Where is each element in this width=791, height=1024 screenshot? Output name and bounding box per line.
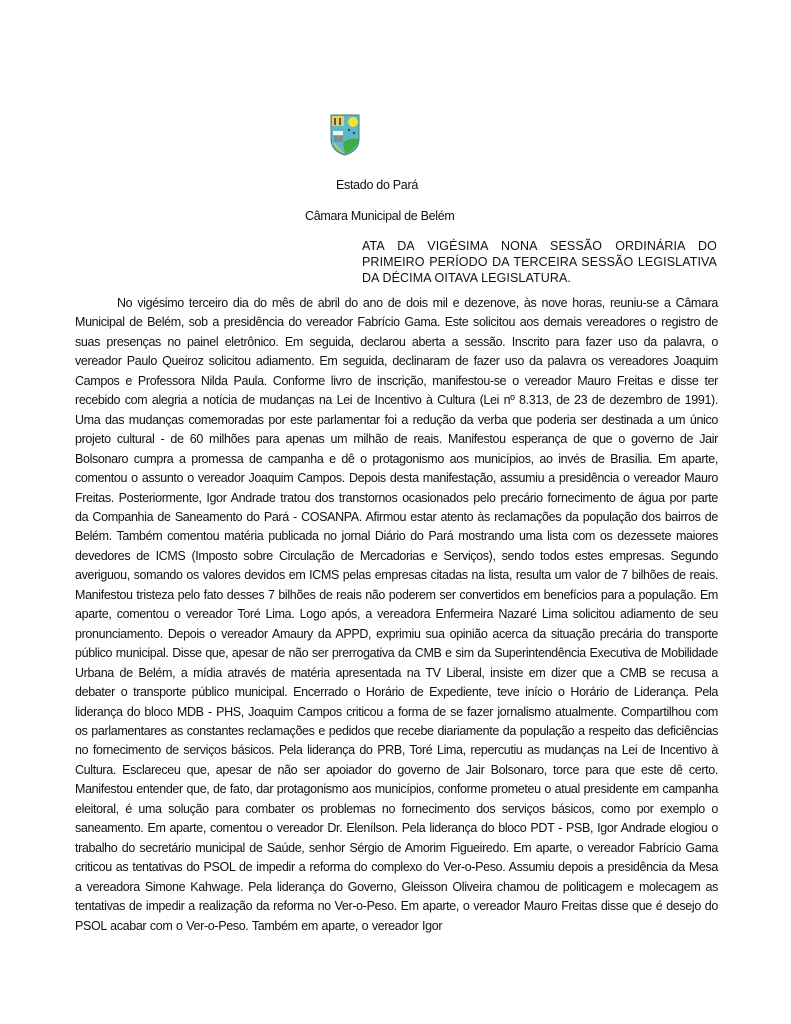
document-title: ATA DA VIGÉSIMA NONA SESSÃO ORDINÁRIA DO PRIMEIRO PERÍODO DA TERCEIRA SESSÃO LEGISLATIVA DA DÉCIMA OITAVA LEGISLATURA. bbox=[362, 239, 717, 285]
state-name: Estado do Pará bbox=[336, 178, 418, 192]
chamber-name: Câmara Municipal de Belém bbox=[305, 209, 455, 223]
document-body bbox=[75, 294, 718, 936]
coat-of-arms-icon bbox=[329, 113, 361, 157]
body-paragraph: No vigésimo terceiro dia do mês de abril do ano de dois mil e dezenove, às nove horas, reuniu-se a Câmara Municipal de Belém, sob a presidência do vereador Fabrício Gama. Este solicitou aos demais vereadores o registro de suas presenças no painel eletrônico. Em seguida, declarou aberta a sessão. Inscrito para fazer uso da palavra, o vereador Paulo Queiroz solicitou adiamento. Em seguida, declinaram de fazer uso da palavra os vereadores Joaquim Campos e Professora Nilda Paula. Conforme livro de inscrição, manifestou-se o vereador Mauro Freitas e disse ter recebido com alegria a notícia de mudanças na Lei de Incentivo à Cultura (Lei nº 8.313, de 23 de dezembro de 1991). Uma das mudanças comemoradas por este parlamentar foi a redução da verba que poderia ser destinada a um único projeto cultural - de 60 milhões para apenas um milhão de reais. Manifestou esperança de que o governo de Jair Bolsonaro cumpra a promessa de campanha e dê o protagonismo aos municípios, ao invés de Brasília. Em aparte, comentou o assunto o vereador Joaquim Campos. Depois desta manifestação, assumiu a presidência o vereador Mauro Freitas. Posteriormente, Igor Andrade tratou dos transtornos ocasionados pelo precário fornecimento de água por parte da Companhia de Saneamento do Pará - COSANPA. Afirmou estar atento às reclamações da população dos bairros de Belém. Também comentou matéria publicada no jornal Diário do Pará mostrando uma lista com os dezessete maiores devedores de ICMS (Imposto sobre Circulação de Mercadorias e Serviços), sendo todos estes empresas. Segundo averiguou, somando os valores devidos em ICMS pelas empresas citadas na lista, resulta um valor de 7 bilhões de reais. Manifestou tristeza pelo fato desses 7 bilhões de reais não poderem ser convertidos em benefícios para a população. Em aparte, comentou o vereador Toré Lima. Logo após, a vereadora Enfermeira Nazaré Lima solicitou adiamento de seu pronunciamento. Depois o vereador Amaury da APPD, exprimiu sua opinião acerca da situação precária do transporte público municipal. Disse que, apesar de não ser prerrogativa da CMB e sim da Superintendência Executiva de Mobilidade Urbana de Belém, a mídia através de matéria apresentada na TV Liberal, insiste em dizer que a CMB se recusa a debater o transporte público municipal. Encerrado o Horário de Expediente, teve início o Horário de Liderança. Pela liderança do bloco MDB - PHS, Joaquim Campos criticou a forma de se fazer jornalismo atualmente. Compartilhou com os parlamentares as constantes reclamações e pedidos que recebe diariamente da população a respeito das deficiências no fornecimento de serviços básicos. Pela liderança do PRB, Toré Lima, repercutiu as mudanças na Lei de Incentivo à Cultura. Esclareceu que, apesar de não ser apoiador do governo de Jair Bolsonaro, torce para que este dê certo. Manifestou entender que, de fato, dar protagonismo aos municípios, conforme prometeu o atual presidente em campanha eleitoral, é uma solução para combater os problemas no fornecimento dos serviços básicos, como por exemplo o saneamento. Em aparte, comentou o vereador Dr. Elenílson. Pela liderança do bloco PDT - PSB, Igor Andrade elogiou o trabalho do secretário municipal de Saúde, senhor Sérgio de Amorim Figueiredo. Em aparte, o vereador Fabrício Gama criticou as tentativas do PSOL de impedir a reforma do complexo do Ver-o-Peso. Assumiu depois a presidência da Mesa a vereadora Simone Kahwage. Pela liderança do Governo, Gleisson Oliveira chamou de politicagem e molecagem as tentativas de impedir a realização da reforma no Ver-o-Peso. Em aparte, o vereador Mauro Freitas disse que é desejo do PSOL acabar com o Ver-o-Peso. Também em aparte, o vereador Igor bbox=[75, 296, 718, 933]
